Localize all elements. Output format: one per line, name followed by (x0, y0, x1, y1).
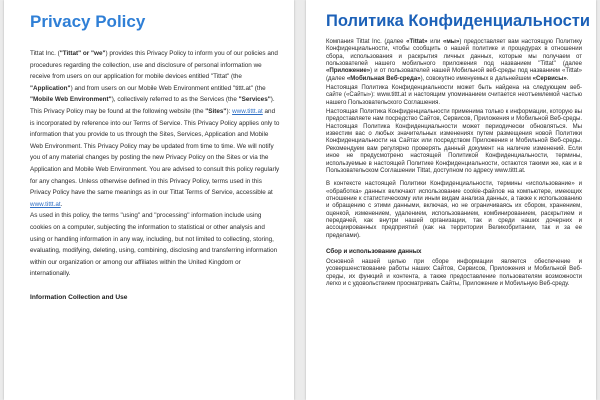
privacy-policy-title: Privacy Policy (30, 12, 146, 31)
text-span: . (566, 75, 569, 82)
we-term-ru: «мы» (442, 39, 460, 45)
text-span: Tittat Inc. ( (30, 50, 60, 57)
website-link[interactable]: www.tittt.at (232, 107, 263, 115)
text-span: ), совокупно именуемых в дальнейшем (420, 75, 533, 82)
sites-paragraph-ru: Настоящая Политика Конфиденциальности может быть найдена на следующем веб-сайте («Сайты»): www.tittt.at и настоящим упоминанием считается неотъемлемой частью нашего Пользовательского Соглашения. (326, 85, 582, 106)
text-span: ). (270, 96, 275, 104)
english-policy-text (30, 48, 280, 280)
text-span: . (60, 200, 63, 208)
scope-paragraph-ru: Настоящая Политика Конфиденциальности применима только к информации, которую вы предоставляете нам посредство Сайтов, Сервисов, Приложения и Мобильной Веб-среды. Настоящая Политика Конфиденциальности может периодически обновляться. Мы известим вас о любых значительных изменениях путем размещения новой Политики Конфиденциальности на Сайтах или посредством Приложения и Мобильной Веб-среды. Рекомендуем вам регулярно проверять данный документ на наличие изменений. Если иное не предусмотрено настоящей Политикой Конфиденциальности, термины, используемые в настоящей Политике Конфиденциальности, остаются такими же, как и в Пользовательском Соглашении Tittat, доступном по адресу www.tittt.at. (326, 109, 582, 174)
definitions-paragraph-ru: В контексте настоящей Политики Конфиденциальности, термины «использование» и «обработка» данных включают использование cookie-файлов на компьютере, имеющих отношение к статистическому или иным видам анализа данных, а также к использованию и обращению с этими данными, включая, но не ограничиваясь их сбором, хранением, оценкой, изменением, удалением, использованием, комбинированием, раскрытием и передачей, как внутри нашей организации, так и среди наших дочерних и ассоциированных предприятий (как на территории Великобритании, так и за ее пределами). (326, 181, 582, 239)
section-heading-ru: Сбор и использование данных (326, 247, 422, 255)
english-page (4, 0, 294, 400)
privacy-policy-title-ru: Политика Конфиденциальности (326, 12, 591, 30)
russian-section-text (326, 259, 582, 288)
intro-paragraph-ru (326, 39, 582, 83)
text-span: This Privacy Policy may be found at the following website (the (30, 107, 206, 115)
intro-paragraph (30, 48, 280, 106)
services-term-ru: «Сервисы» (532, 75, 567, 82)
text-span: ), collectively referred to as the Services (the (111, 96, 239, 104)
company-term-ru: «Tittat» (406, 39, 428, 45)
mobile-web-term-ru: «Мобильная Веб-среда» (346, 75, 421, 82)
services-term: "Services" (238, 96, 271, 104)
section-heading: Information Collection and Use (30, 293, 128, 301)
text-span: ) предоставляет вам настоящую Политику Конфиденциальности, чтобы сообщить о нашей политике и процедурах в отношении сбора, использования и раскрытия личных данных, которые мы получаем от пользователей нашего мобильного приложения под названием "Tittat" (далее (326, 39, 582, 68)
collection-paragraph-ru: Основной нашей целью при сборе информации является обеспечение и усовершенствование работы наших Сайтов, Сервисов, Приложения и Мобильной Веб-среды, их функций и контента, а также предоставление пользователям возможности легко и с удовольствием просматривать Сайты, Приложение и Мобильную Веб-среду. (326, 258, 582, 287)
text-span: ) provides this Privacy Policy to inform you of our policies and procedures regarding the collection, use and disclosure of personal information we receive from users on our application for mobile devices entitled "Tittat" (the (30, 50, 278, 81)
russian-policy-text (326, 39, 582, 240)
mobile-web-term: "Mobile Web Environment" (30, 96, 112, 104)
application-term-ru: «Приложение» (326, 68, 371, 75)
text-span: или (427, 39, 443, 45)
sites-paragraph (30, 106, 280, 210)
definitions-paragraph: As used in this policy, the terms "using" and "processing" information include using cookies on a computer, subjecting the information to statistical or other analysis and using or handling information in any way, including, but not limited to collecting, storing, evaluating, modifying, deleting, using, combining, disclosing and transferring information within our organization or among our affiliates within the United Kingdom or internationally. (30, 212, 278, 278)
text-span: and is incorporated by reference into our Terms of Service. This Privacy Policy applies only to information that you provide to us through the Sites, Services, Application and Mobile Web Environment. This Privacy Policy may be updated from time to time. We will notify you of any material changes by posting the new Privacy Policy on the Sites or via the Application and Mobile Web Environment. You are advised to consult this policy regularly for any changes. Unless otherwise defined in this Privacy Policy, terms used in this Privacy Policy have the same meanings as in our Tittat Terms of Service, accessible at (30, 107, 280, 197)
application-term: "Application" (30, 84, 71, 92)
text-span: Компания Tittat Inc. (далее (326, 39, 407, 45)
text-span: ) и от пользователей нашей Мобильной веб-среды под названием «Tittat» (далее (326, 68, 582, 82)
terms-link[interactable]: www.tittt.at (30, 200, 61, 208)
sites-term: "Sites" (205, 107, 227, 115)
company-term: "Tittat" or "we" (59, 50, 106, 57)
text-span: ) and from users on our Mobile Web Environment entitled "tittt.at" (the (70, 84, 266, 92)
text-span: ): (226, 107, 233, 115)
russian-page (306, 0, 596, 400)
